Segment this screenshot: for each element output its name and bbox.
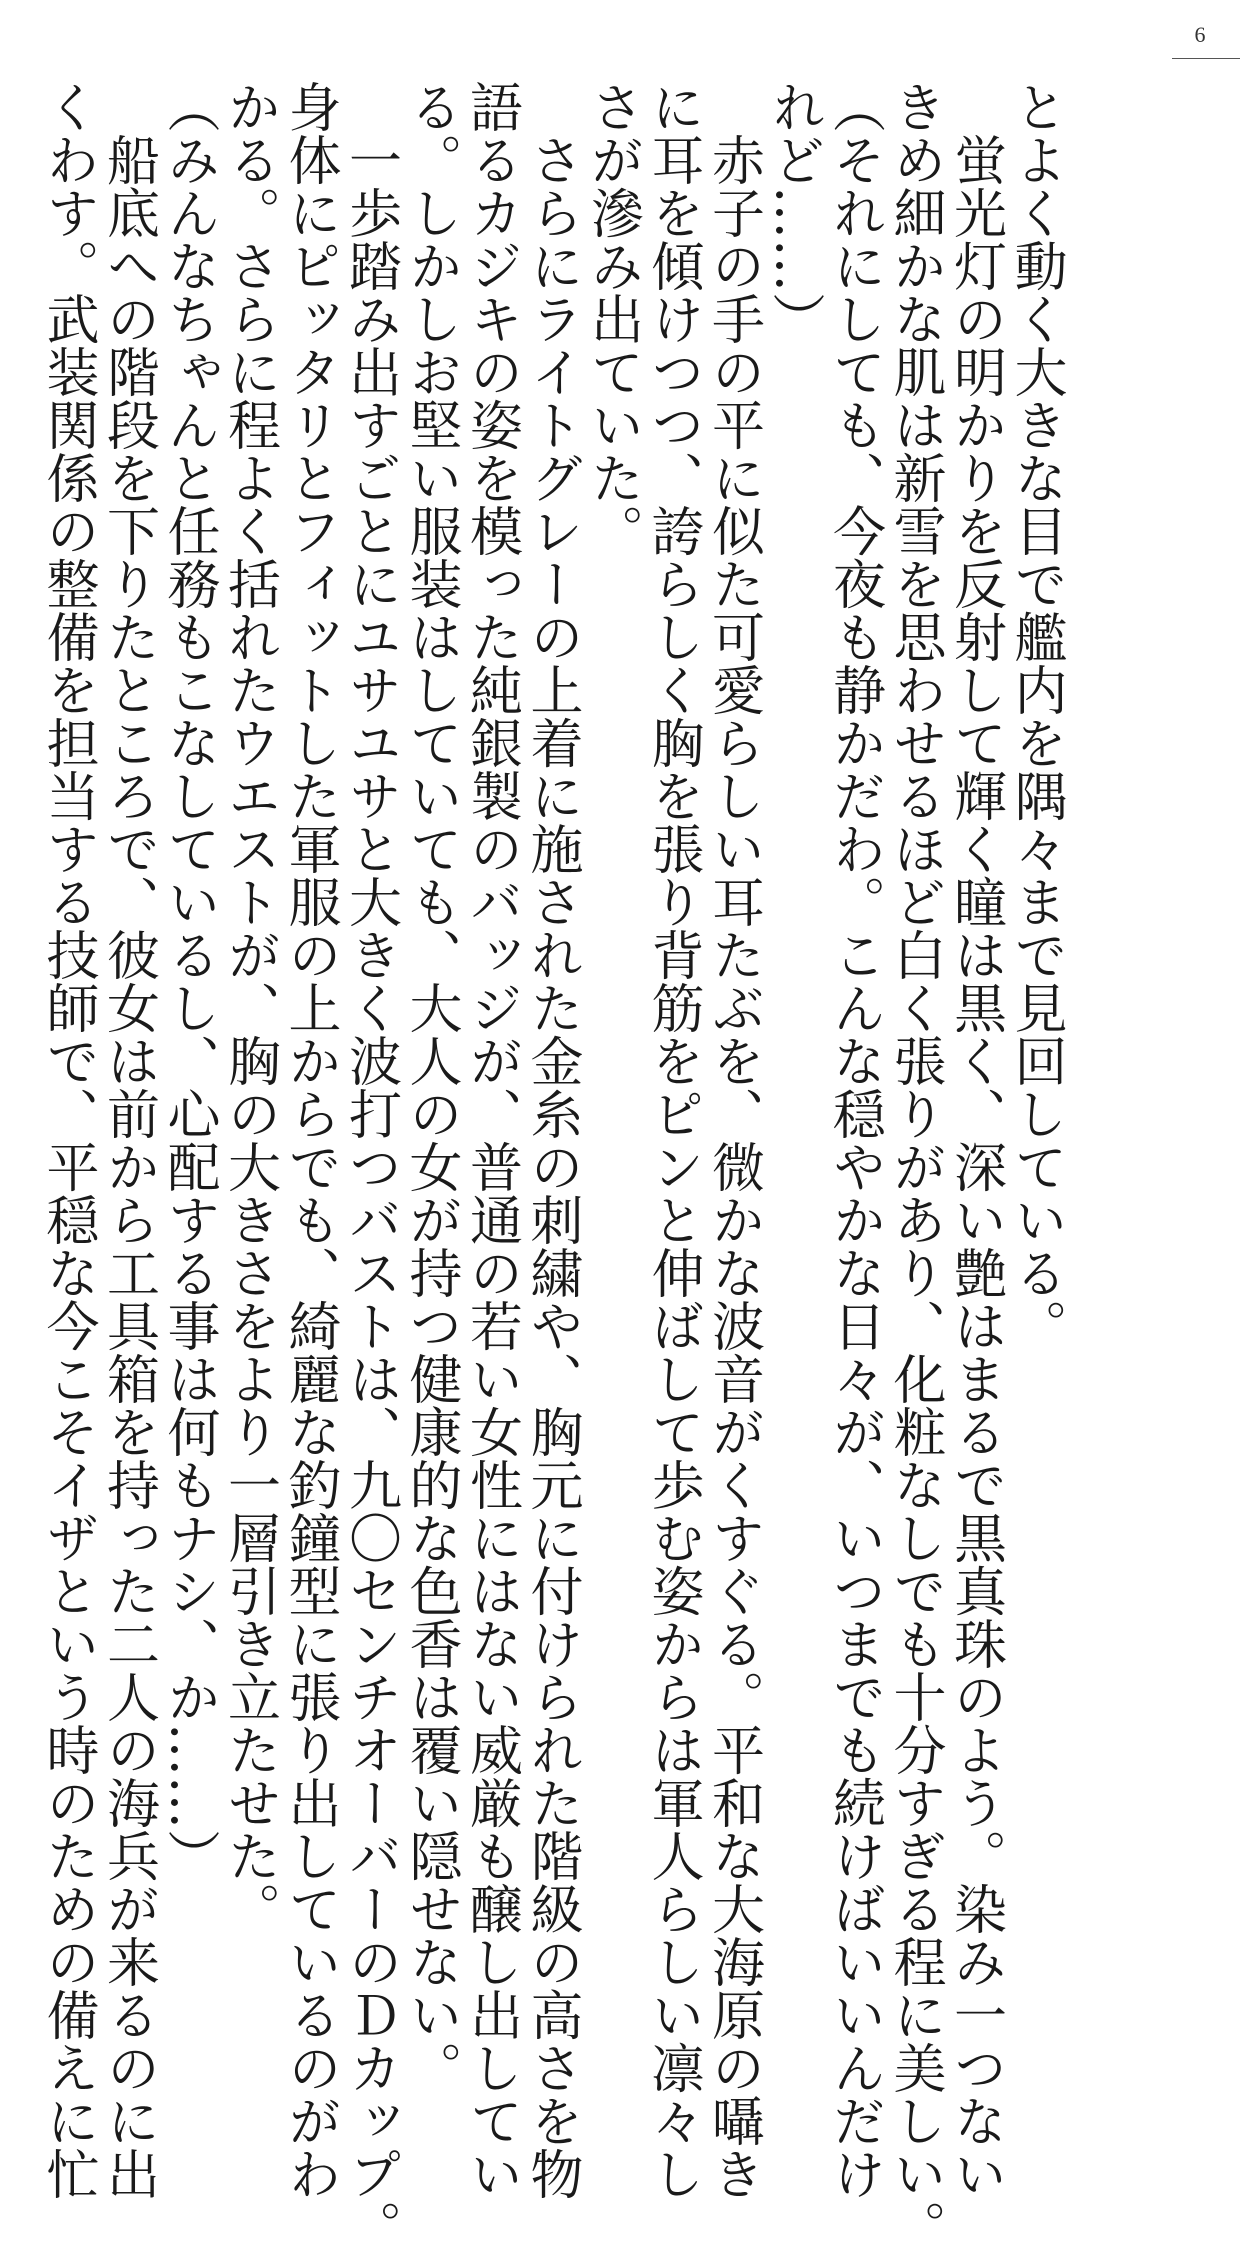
page-number: 6 xyxy=(1194,22,1206,47)
text-line-12: 一歩踏み出すごとにユサユサと大きく波打つバストは、九〇センチオーバーのＤカップ。 xyxy=(340,80,402,2253)
text-line-1: とよく動く大きな目で艦内を隅々まで見回している。 xyxy=(1006,80,1067,1352)
text-line-14: かる。さらに程よく括れたウエストが、胸の大きさをより一層引き立たせた。 xyxy=(219,80,281,1935)
body-text xyxy=(38,80,1067,2253)
text-line-5: れど……） xyxy=(764,80,825,345)
text-line-11: る。しかしお堅い服装はしていても、大人の女が持つ健康的な色香は覆い隠せない。 xyxy=(401,80,462,2094)
text-line-9: さらにライトグレーの上着に施された金糸の刺繍や、胸元に付けられた階級の高さを物 xyxy=(522,80,583,2200)
text-line-7: に耳を傾けつつ、誇らしく胸を張り背筋をピンと伸ばして歩む姿からは軍人らしい凛々し xyxy=(643,80,704,2200)
text-line-13: 身体にピッタリとフィットした軍服の上からでも、綺麗な釣鐘型に張り出しているのがわ xyxy=(280,80,341,2200)
text-line-15: （みんなちゃんと任務もこなしているし、心配する事は何もナシ、か……） xyxy=(159,80,220,1882)
text-line-3: きめ細かな肌は新雪を思わせるほど白く張りがあり、化粧なしでも十分すぎる程に美しい。 xyxy=(885,80,946,2253)
text-line-2: 蛍光灯の明かりを反射して輝く瞳は黒く、深い艶はまるで黒真珠のよう。染み一つない xyxy=(945,80,1007,2200)
text-line-6: 赤子の手の平に似た可愛らしい耳たぶを、微かな波音がくすぐる。平和な大海原の囁き xyxy=(703,80,765,2200)
text-line-10: 語るカジキの姿を模った純銀製のバッジが、普通の若い女性にはない威厳も醸し出してい xyxy=(461,80,523,2200)
text-line-17: くわす。武装関係の整備を担当する技師で、平穏な今こそイザという時のための備えに忙 xyxy=(38,80,99,2200)
header-rule xyxy=(1172,58,1240,59)
text-line-4: （それにしても、今夜も静かだわ。こんな穏やかな日々が、いつまでも続けばいいんだけ xyxy=(824,80,886,2200)
text-line-16: 船底への階段を下りたところで、彼女は前から工具箱を持った二人の海兵が来るのに出 xyxy=(98,80,160,2200)
text-line-8: さが滲み出ていた。 xyxy=(582,80,644,557)
